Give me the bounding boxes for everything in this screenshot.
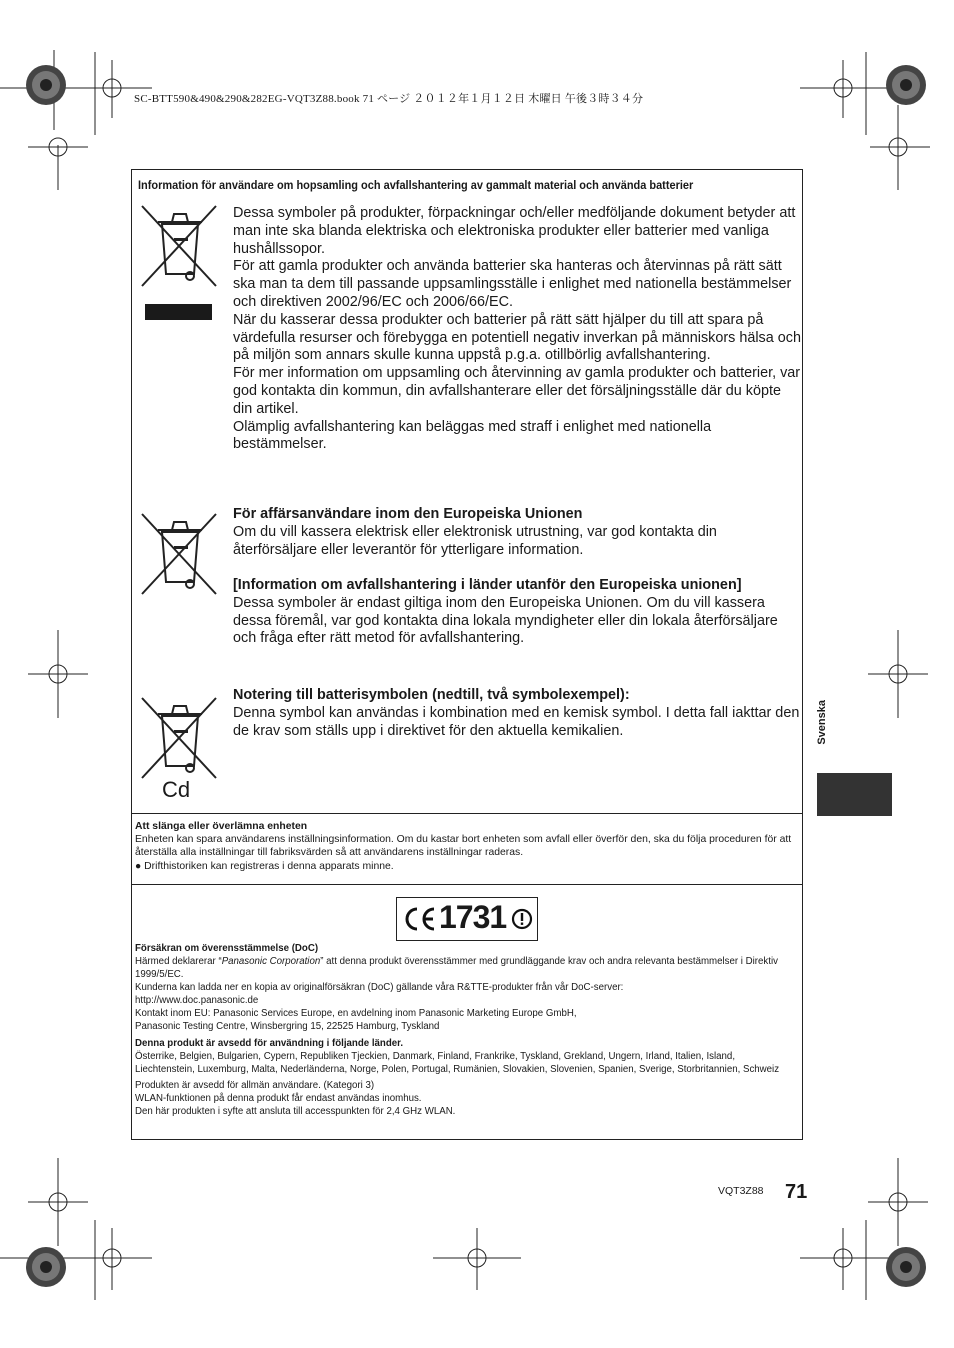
battery-bar-marker bbox=[145, 304, 212, 320]
doc-text: ” att denna produkt överensstämmer med grundläggande krav och andra relevanta bestämmelser i Direktiv 1999/5/EC. bbox=[135, 956, 778, 980]
battery-heading: Notering till batterisymbolen (nedtill, två symbolexempel): bbox=[233, 687, 630, 703]
ce-number: 1731 bbox=[439, 899, 507, 935]
disposal-heading: Att slänga eller överlämna enheten bbox=[135, 821, 308, 832]
doc-line: Panasonic Testing Centre, Winsbergring 15, 22525 Hamburg, Tyskland bbox=[135, 1021, 440, 1032]
language-tab bbox=[817, 773, 892, 816]
ce-logo-icon bbox=[403, 906, 437, 932]
doc-line: Den här produkten i syfte att ansluta till accesspunkten för 2,4 GHz WLAN. bbox=[135, 1106, 456, 1117]
paragraph: Dessa symboler på produkter, förpackningar och/eller medföljande dokument betyder att man inte ska blanda elektriska och elektroniska produkter eller batterier med vanliga hushållssopor. bbox=[233, 205, 796, 257]
business-users-block bbox=[233, 506, 803, 559]
doc-url: http://www.doc.panasonic.de bbox=[135, 995, 259, 1006]
doc-block bbox=[135, 942, 797, 1118]
doc-line bbox=[135, 955, 797, 981]
battery-text: Denna symbol kan användas i kombination med en kemisk symbol. I detta fall iakttar den de krav som ställs upp i direktivet för den aktuella kemikalien. bbox=[233, 704, 800, 739]
cd-chemical-label: Cd bbox=[162, 777, 191, 802]
divider bbox=[131, 884, 803, 885]
business-text: Om du vill kassera elektrisk eller elektronisk utrustning, var god kontakta din återförsäljare eller leverantör för ytterligare information. bbox=[233, 523, 717, 558]
doc-heading: Försäkran om överensstämmelse (DoC) bbox=[135, 943, 319, 954]
countries-heading: Denna produkt är avsedd för användning i följande länder. bbox=[135, 1038, 404, 1049]
doc-line: WLAN-funktionen på denna produkt får endast användas inomhus. bbox=[135, 1093, 422, 1104]
paragraph: Olämplig avfallshantering kan beläggas med straff i enlighet med nationella bestämmelser. bbox=[233, 418, 712, 453]
alert-icon bbox=[511, 908, 533, 930]
countries-list: Österrike, Belgien, Bulgarien, Cypern, Republiken Tjeckien, Danmark, Finland, Frankrike, Tyskland, Grekland, Ungern, Irland, Italien, Island, Liechtenstein, Luxemburg, Malta, Nederländerna, Norge, Polen, Portugal, Rumänien, Slovakien, Slovenien, Spanien, Sverige, Storbritannien, Schweiz bbox=[135, 1051, 780, 1075]
model-code: VQT3Z88 bbox=[718, 1185, 764, 1197]
bullet-text: Drifthistoriken kan registreras i denna apparats minne. bbox=[144, 860, 394, 872]
paragraph: För att gamla produkter och använda batterier ska hanteras och återvinnas på rätt sätt ska man ta dem till passande uppsamlingsställe i enlighet med nationella bestämmelser och direktiven 2002/96/EC och 2006/66/EC. bbox=[233, 258, 792, 310]
battery-symbol-block bbox=[233, 687, 803, 740]
business-heading: För affärsanvändare inom den Europeiska Unionen bbox=[233, 506, 583, 522]
outside-eu-heading: [Information om avfallshantering i länder utanför den Europeiska unionen] bbox=[233, 577, 742, 593]
waste-info-text bbox=[233, 205, 803, 454]
doc-line: Kontakt inom EU: Panasonic Services Europe, en avdelning inom Panasonic Marketing Europe GmbH, bbox=[135, 1008, 577, 1019]
outside-eu-block bbox=[233, 577, 803, 648]
section-title: Information för användare om hopsamling och avfallshantering av gammalt material och använda batterier bbox=[138, 178, 694, 192]
doc-line: Produkten är avsedd för allmän användare. (Kategori 3) bbox=[135, 1080, 375, 1091]
paragraph: För mer information om uppsamling och återvinning av gamla produkter och batterier, var god kontakta din kommun, din avfallshanterare eller det försäljningsställe där du köpte din artikel. bbox=[233, 365, 801, 417]
doc-line: Kunderna kan ladda ner en kopia av originalförsäkran (DoC) gällande våra R&TTE-produkter från vår DoC-server: bbox=[135, 982, 624, 993]
paragraph: När du kasserar dessa produkter och batterier på rätt sätt hjälper du till att spara på värdefulla resurser och förebygga en potentiell negativ inverkan på människors hälsa och på miljön som annars skulle kunna uppstå p.g.a. otillbörlig avfallshantering. bbox=[233, 311, 801, 364]
disposal-bullet bbox=[135, 860, 797, 873]
outside-eu-text: Dessa symboler är endast giltiga inom den Europeiska Unionen. Om du vill kassera dessa föremål, var god kontakta dina lokala myndigheter eller din lokala återförsäljare och fråga efter rätt metod för avfallshantering. bbox=[233, 594, 778, 647]
bullet-icon: ● bbox=[135, 860, 145, 872]
doc-company: Panasonic Corporation bbox=[221, 956, 321, 967]
file-header: SC-BTT590&490&290&282EG-VQT3Z88.book 71 ページ ２０１２年１月１２日 木曜日 午後３時３４分 bbox=[134, 93, 644, 105]
page-number: 71 bbox=[785, 1181, 808, 1203]
doc-text: Härmed deklarerar “ bbox=[135, 956, 222, 967]
language-label: Svenska bbox=[816, 700, 828, 745]
ce-mark-box bbox=[396, 897, 538, 941]
crossed-bin-icon bbox=[138, 202, 220, 290]
disposal-block bbox=[135, 820, 797, 873]
disposal-text: Enheten kan spara användarens inställningsinformation. Om du kastar bort enheten som avfall eller överför den, ska du följa proceduren för att återställa alla inställningar till fabriksvärden så att användarens inställningar raderas. bbox=[135, 834, 792, 859]
crossed-bin-icon bbox=[138, 510, 220, 598]
crossed-bin-icon bbox=[138, 694, 220, 782]
divider bbox=[131, 813, 803, 814]
